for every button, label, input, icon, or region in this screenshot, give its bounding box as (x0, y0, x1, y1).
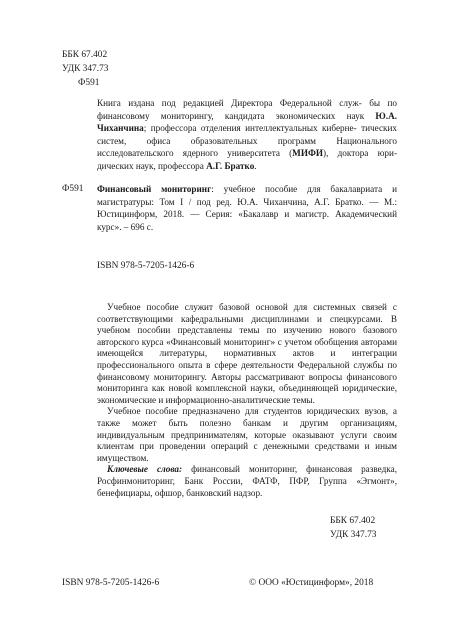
classification-bottom (330, 514, 376, 542)
footer-copyright: © ООО «Юстицинформ», 2018 (249, 578, 374, 588)
footer-isbn: ISBN 978-5-7205-1426-6 (62, 578, 160, 588)
editorial-line: исследовательского ядерного университета ( (97, 148, 293, 159)
editorial-line: тических систем, офиса образовательных программ Национального (97, 123, 398, 146)
editorial-line: дических наук, профессора (97, 160, 207, 171)
editorial-line: ; профессора отделения интеллектуальных киберне- (143, 123, 357, 134)
editorial-line: бы по финансовому мониторингу, кандидата экономических наук (97, 98, 397, 121)
keywords-text: финансовый мониторинг, финансовая разведка, Росфинмониторинг, Банк России, ФАТФ, ПФР, Группа «Эгмонт», бенефициары, офшор, банковский надзор. (97, 464, 398, 498)
udk-code: УДК 347.73 (62, 64, 109, 74)
udk-code-bottom: УДК 347.73 (330, 530, 377, 540)
abstract-paragraph-2: Учебное пособие предназначено для студентов юридических вузов, а также может быть полезно банкам и другим организациям, индивидуальным предпринимателям, которые оказывают услуги своим клиентам при проведении операций с денежными средствами и иным имуществом. (97, 406, 397, 463)
mifi-abbr: МИФИ (292, 148, 324, 159)
abstract-paragraph-1: Учебное пособие служит базовой основой для системных связей с соответствующими кафедральными дисциплинами и спецкурсами. В учебном пособии представлены темы по изучению нового базового авторского курса «Финансовый мониторинг» с учетом обобщения авторами имеющейся литературы, нормативных актов и интеграции профессионального опыта в сфере деятельности Федеральной службы по финансовому мониторингу. Авторы рассматривают вопросы финансового мониторинга как новой комплексной науки, объединяющей юридические, экономические и информационно-аналитические темы. (97, 302, 397, 405)
abstract (97, 302, 397, 499)
bbk-code: ББК 67.402 (62, 50, 108, 60)
editorial-line: ), доктора юри- (323, 148, 397, 159)
book-title: Финансовый мониторинг (97, 184, 212, 194)
classification-top (62, 48, 108, 90)
keywords-label: Ключевые слова: (107, 464, 183, 475)
editor-name-bratko: А.Г. Братко (206, 160, 255, 171)
biblio-text: : учебное пособие для бакалавриата и магистратуры: Том I / под ред. Ю.А. Чиханчина, А.Г. Братко. — М.: Юстицинформ, 2018. — Серия: «Бакалавр и магистр. Академический курс». – 696 с. (97, 184, 397, 232)
biblio-code: Ф591 (62, 184, 84, 194)
keywords (97, 464, 397, 499)
editorial-note: Книга издана под редакцией Директора Федеральной служ- бы по финансовому мониторингу, кандидата экономических наук Ю.А. Чиханчина; профессора отделения интеллектуальных киберне- тических систем, офиса образовательных программ Национального исследовательского ядерного университета (МИФИ), доктора юри- дических наук, профессора А.Г. Братко. (97, 98, 398, 171)
editorial-line: Книга издана под редакцией Директора Федеральной служ- (97, 98, 362, 108)
bibliographic-record (97, 183, 397, 233)
author-mark: Ф591 (78, 78, 100, 88)
bbk-code-bottom: ББК 67.402 (330, 516, 376, 526)
editor-name-chikhanchin: Ю.А. Чиханчина (97, 110, 397, 134)
isbn-top: ISBN 978-5-7205-1426-6 (97, 261, 195, 271)
